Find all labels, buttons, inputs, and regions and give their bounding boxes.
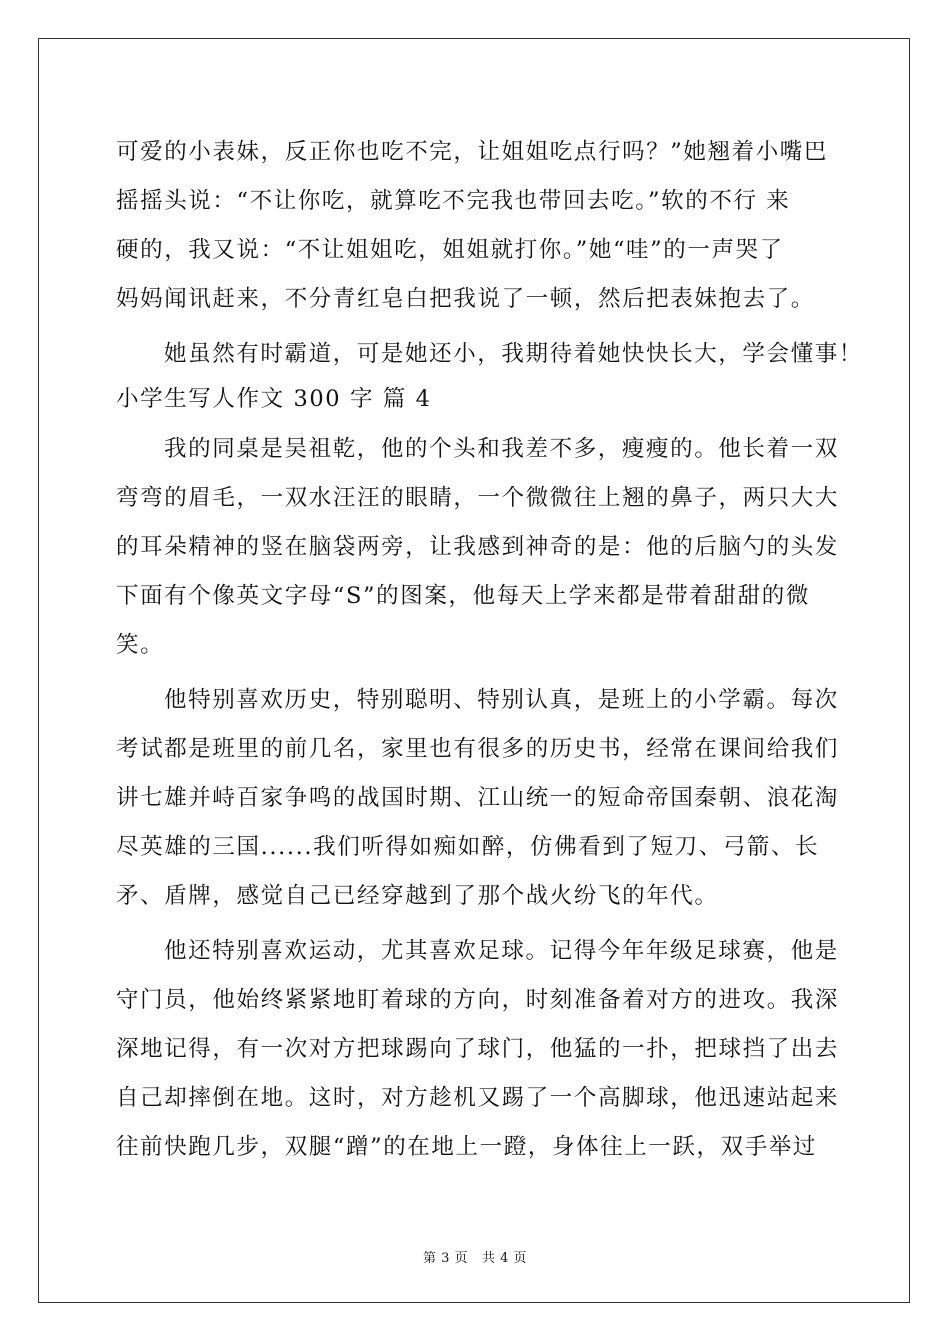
text-line: 摇摇头说：“不让你吃，就算吃不完我也带回去吃。”软的不行 来: [116, 188, 791, 214]
text-line: 自己却摔倒在地。这时，对方趁机又踢了一个高脚球，他迅速站起来: [116, 1085, 840, 1111]
text-line: 下面有个像英文字母“S”的图案，他每天上学来都是带着甜甜的微: [116, 583, 810, 609]
paragraph: [116, 927, 840, 1172]
text-line: 他还特别喜欢运动，尤其喜欢足球。记得今年年级足球赛，他是: [164, 938, 839, 964]
page-number: 第 3 页: [422, 1251, 468, 1266]
text-line: 硬的，我又说：“不让姐姐吃，姐姐就打你。”她“哇”的一声哭了: [116, 237, 784, 263]
text-line: 矛、盾牌，感觉自己已经穿越到了那个战火纷飞的年代。: [116, 883, 719, 909]
paragraph: [116, 425, 840, 670]
document-body: [116, 128, 863, 1172]
text-line: 她虽然有时霸道，可是她还小，我期待着她快快长大，学会懂事！: [164, 341, 863, 367]
text-line: 弯弯的眉毛，一双水汪汪的眼睛，一个微微往上翘的鼻子，两只大大: [116, 485, 840, 511]
text-line: 守门员，他始终紧紧地盯着球的方向，时刻准备着对方的进攻。我深: [116, 987, 840, 1013]
text-line: 考试都是班里的前几名，家里也有很多的历史书，经常在课间给我们: [116, 736, 840, 762]
paragraph: [116, 330, 863, 379]
text-line: 讲七雄并峙百家争鸣的战国时期、江山统一的短命帝国秦朝、浪花淘: [116, 785, 840, 811]
paragraph: [116, 128, 836, 324]
text-line: 我的同桌是吴祖乾，他的个头和我差不多，瘦瘦的。他长着一双: [164, 436, 839, 462]
text-line: 深地记得，有一次对方把球踢向了球门，他猛的一扑，把球挡了出去: [116, 1036, 840, 1062]
text-line: 可爱的小表妹，反正你也吃不完，让姐姐吃点行吗？”她翘着小嘴巴: [116, 139, 829, 165]
text-line: 他特别喜欢历史，特别聪明、特别认真，是班上的小学霸。每次: [164, 687, 839, 713]
text-line: 的耳朵精神的竖在脑袋两旁，让我感到神奇的是：他的后脑勺的头发: [116, 534, 840, 560]
text-line: 笑。: [116, 632, 165, 658]
text-line: 尽英雄的三国......我们听得如痴如醉，仿佛看到了短刀、弓箭、长: [116, 834, 820, 860]
page-total: 共 4 页: [482, 1251, 528, 1266]
text-line: 妈妈闻讯赶来，不分青红皂白把我说了一顿，然后把表妹抱去了。: [116, 286, 815, 312]
section-heading: 小学生写人作文 300 字 篇 4: [116, 386, 432, 412]
text-line: 往前快跑几步，双腿“蹭”的在地上一蹬，身体往上一跃，双手举过: [116, 1134, 818, 1160]
paragraph: [116, 676, 840, 921]
page-footer: [0, 1247, 950, 1266]
